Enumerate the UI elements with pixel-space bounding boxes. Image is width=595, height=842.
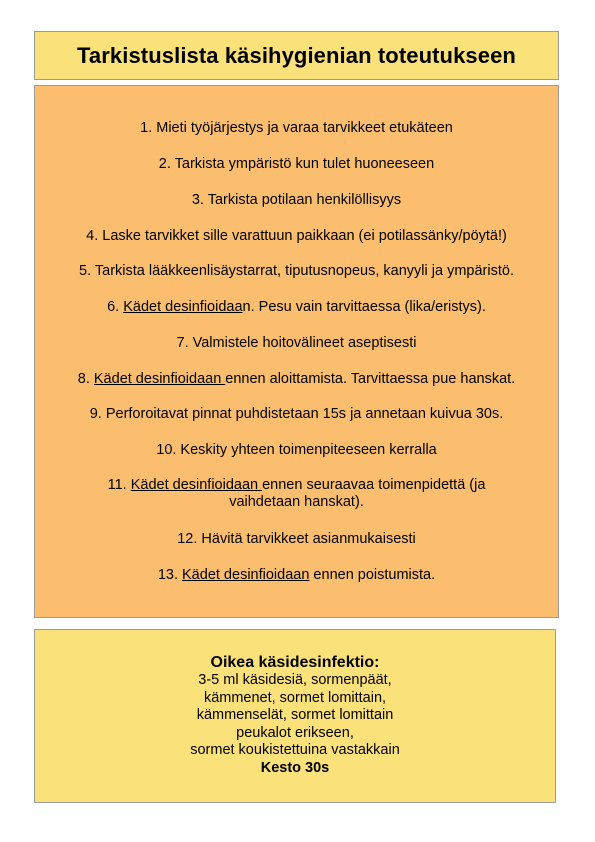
checklist-panel — [34, 85, 559, 618]
info-line: sormet koukistettuina vastakkain — [190, 742, 400, 758]
step-text: n. Pesu vain tarvittaessa (lika/eristys). — [242, 299, 486, 315]
checklist-step — [55, 299, 538, 316]
step-text: 2. Tarkista ympäristö kun tulet huoneeseen — [158, 156, 435, 172]
checklist-step — [55, 263, 538, 280]
checklist-step — [55, 192, 538, 209]
step-number: 8. — [77, 371, 94, 387]
checklist-step — [55, 371, 538, 388]
step-text: 10. Keskity yhteen toimenpiteeseen kerralla — [156, 442, 437, 458]
disinfection-info-panel — [34, 629, 556, 803]
title-banner — [34, 31, 559, 80]
info-line: kämmenselät, sormet lomittain — [196, 707, 394, 723]
checklist-step — [55, 477, 538, 511]
page-title: Tarkistuslista käsihygienian toteutukseen — [77, 42, 516, 68]
step-text: 5. Tarkista lääkkeenlisäystarrat, tiputusnopeus, kanyyli ja ympäristö. — [79, 263, 514, 279]
hand-disinfection-emphasis: Kädet desinfioidaan — [182, 567, 310, 583]
checklist-step — [55, 567, 538, 584]
hand-disinfection-emphasis: Kädet desinfioidaan — [130, 477, 263, 493]
step-text: 9. Perforoitavat pinnat puhdistetaan 15s ja annetaan kuivua 30s. — [89, 406, 504, 422]
step-text: ennen poistumista. — [309, 567, 436, 583]
info-line: 3-5 ml käsidesiä, sormenpäät, — [198, 672, 392, 688]
info-line: kämmenet, sormet lomittain, — [203, 689, 387, 706]
step-text: ennen aloittamista. Tarvittaessa pue hanskat. — [225, 371, 516, 387]
info-heading: Oikea käsidesinfektio: — [210, 654, 380, 671]
checklist-step — [55, 120, 538, 137]
step-text: ennen seuraavaa toimenpidettä (ja — [262, 477, 486, 493]
checklist-step — [55, 228, 538, 245]
info-duration: Kesto 30s — [260, 759, 330, 776]
info-line: peukalot erikseen, — [236, 724, 354, 741]
step-text: 7. Valmistele hoitovälineet aseptisesti — [176, 335, 417, 351]
checklist-step — [55, 442, 538, 459]
step-number: 6. — [107, 299, 124, 315]
step-text: 12. Hävitä tarvikkeet asianmukaisesti — [177, 531, 416, 547]
step-text: 1. Mieti työjärjestys ja varaa tarvikkeet etukäteen — [140, 120, 453, 136]
step-number: 13. — [157, 567, 183, 583]
checklist-step — [55, 406, 538, 423]
step-text-continued: vaihdetaan hanskat). — [229, 494, 364, 510]
step-text: 4. Laske tarvikket sille varattuun paikkaan (ei potilassänky/pöytä!) — [86, 228, 507, 244]
checklist-step — [55, 335, 538, 352]
hand-disinfection-emphasis: Kädet desinfioidaan — [93, 371, 226, 387]
step-number: 11. — [107, 477, 131, 493]
hand-disinfection-emphasis: Kädet desinfioidaa — [123, 299, 243, 315]
checklist-step — [55, 156, 538, 173]
step-text: 3. Tarkista potilaan henkilöllisyys — [191, 192, 402, 208]
checklist-step — [55, 531, 538, 548]
